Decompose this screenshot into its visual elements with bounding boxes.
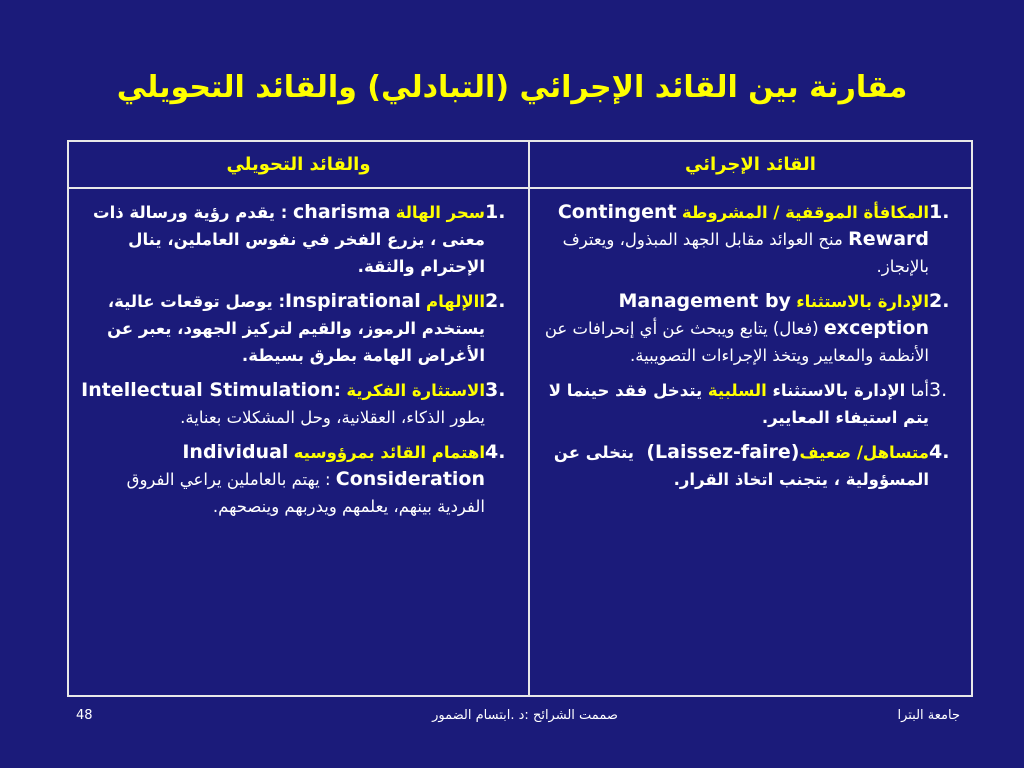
item-number: 3. xyxy=(929,379,948,401)
item-number: 3. xyxy=(485,379,506,401)
slide-title: مقارنة بين القائد الإجرائي (التبادلي) والقائد التحويلي xyxy=(116,70,908,105)
transformational-column xyxy=(79,199,519,528)
list-item xyxy=(539,288,963,369)
list-item xyxy=(539,199,963,280)
list-item xyxy=(79,439,519,520)
footer-credit: صممت الشرائح :د .ابتسام الضمور xyxy=(432,708,618,723)
item-text: متساهل/ ضعيف (Laissez-faire) يتخلى عن المسؤولية ، يتجنب اتخاذ القرار. xyxy=(553,441,929,489)
footer-university: جامعة البترا xyxy=(897,708,960,723)
item-number: 4. xyxy=(929,441,950,463)
item-text: الإدارة بالاستثناء Management by exception (فعال) يتابع ويبحث عن أي إنحرافات عن الأنظمة والمعايير ويتخذ الإجراءات التصويبية. xyxy=(544,290,929,365)
item-text: سحر الهالة charisma : يقدم رؤية ورسالة ذات معنى ، يزرع الفخر في نفوس العاملين، ينال الإحترام والثقة. xyxy=(92,201,485,276)
item-text: المكافأة الموقفية / المشروطة Contingent Reward منح العوائد مقابل الجهد المبذول، ويعترف بالإنجاز. xyxy=(557,201,929,276)
list-item xyxy=(79,288,519,369)
transactional-column xyxy=(539,199,963,501)
list-item xyxy=(539,377,963,431)
comparison-table xyxy=(67,140,973,697)
header-transactional-leader: القائد الإجرائي xyxy=(685,154,816,175)
item-number: 2. xyxy=(929,290,950,312)
item-number: 1. xyxy=(485,201,506,223)
header-transformational-leader: والقائد التحويلي xyxy=(226,154,371,175)
item-text: الاستثارة الفكرية Intellectual Stimulation: يطور الذكاء، العقلانية، وحل المشكلات بعناية. xyxy=(81,379,485,427)
item-number: 1. xyxy=(929,201,950,223)
item-text: اهتمام القائد بمرؤوسيه Individual Consideration : يهتم بالعاملين يراعي الفروق الفردية بينهم، يعلمهم ويدربهم وينصحهم. xyxy=(126,441,485,516)
list-item xyxy=(79,199,519,280)
item-number: 2. xyxy=(485,290,506,312)
list-item xyxy=(79,377,519,431)
item-number: 4. xyxy=(485,441,506,463)
page-number: 48 xyxy=(76,708,93,723)
item-text: االإلهام Inspirational: يوصل توقعات عالية، يستخدم الرموز، والقيم لتركيز الجهود، يعبر عن الأغراض الهامة بطرق بسيطة. xyxy=(107,290,485,365)
column-divider xyxy=(528,142,530,695)
item-text: أما الإدارة بالاستثناء السلبية يتدخل فقد حينما لا يتم استيفاء المعايير. xyxy=(548,381,929,427)
header-divider xyxy=(69,187,971,189)
list-item xyxy=(539,439,963,493)
